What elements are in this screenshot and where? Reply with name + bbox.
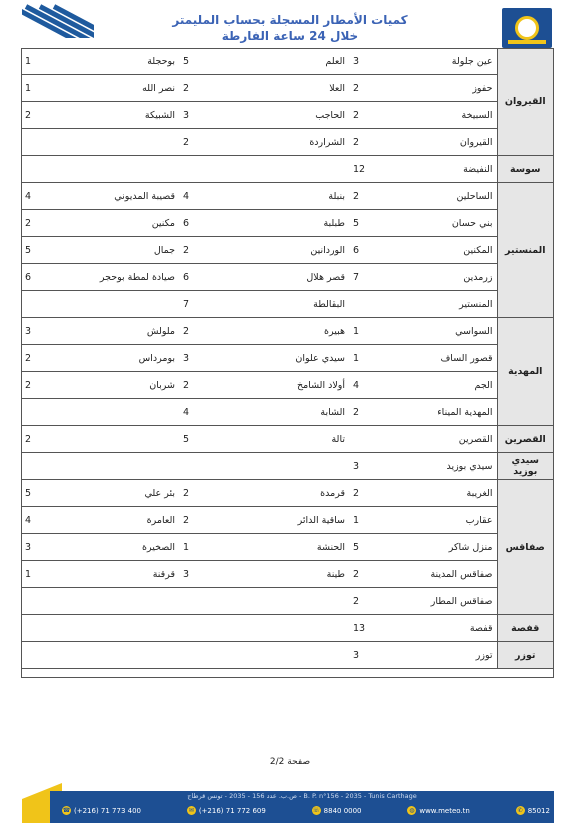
station-value — [21, 291, 55, 318]
region-label: توزر — [497, 642, 553, 669]
station-name — [55, 615, 179, 642]
table-row — [21, 507, 553, 534]
region-label: القصرين — [497, 426, 553, 453]
station-name: طينة — [214, 561, 349, 588]
page-number: صفحة 2/2 — [269, 757, 311, 767]
mobile-icon: ☏ — [312, 807, 320, 814]
station-value: 5 — [179, 426, 214, 453]
sms-icon: ✆ — [517, 807, 523, 814]
table-row — [21, 102, 553, 129]
station-value: 5 — [179, 48, 214, 75]
table-row — [21, 156, 553, 183]
station-name: هبيرة — [214, 318, 349, 345]
station-value: 2 — [349, 129, 371, 156]
phone-icon: ☎ — [62, 807, 71, 814]
globe-icon: ◍ — [409, 807, 415, 814]
table-row — [21, 480, 553, 507]
station-name: حفوز — [371, 75, 497, 102]
station-value: 1 — [349, 507, 371, 534]
station-name: السبيخة — [371, 102, 497, 129]
station-value: 2 — [349, 588, 371, 615]
station-value: 2 — [349, 480, 371, 507]
station-value: 1 — [21, 48, 55, 75]
station-value: 2 — [179, 129, 214, 156]
station-value: 5 — [21, 480, 55, 507]
station-value: 2 — [179, 318, 214, 345]
station-value: 7 — [349, 264, 371, 291]
station-name: الساحلين — [371, 183, 497, 210]
station-name — [55, 399, 179, 426]
region-label: صفاقس — [497, 480, 553, 615]
station-value: 3 — [179, 102, 214, 129]
station-value: 7 — [179, 291, 214, 318]
station-value: 5 — [349, 210, 371, 237]
table-row — [21, 129, 553, 156]
station-value: 2 — [21, 372, 55, 399]
station-name: الشراردة — [214, 129, 349, 156]
station-value: 2 — [349, 183, 371, 210]
station-name: صفاقس المطار — [371, 588, 497, 615]
station-name: قفصة — [371, 615, 497, 642]
table-row — [21, 561, 553, 588]
station-name — [55, 129, 179, 156]
table-row — [21, 426, 553, 453]
station-value: 6 — [349, 237, 371, 264]
sun-icon — [515, 16, 539, 40]
station-value — [179, 615, 214, 642]
station-value: 6 — [179, 210, 214, 237]
station-value — [21, 588, 55, 615]
table-row — [21, 183, 553, 210]
station-value: 12 — [349, 156, 371, 183]
station-name — [55, 453, 179, 480]
station-name: بوحجلة — [55, 48, 179, 75]
station-value — [179, 156, 214, 183]
station-name: الحاجب — [214, 102, 349, 129]
station-name: عقارب — [371, 507, 497, 534]
station-name: السواسي — [371, 318, 497, 345]
station-value: 2 — [21, 102, 55, 129]
table-row — [21, 642, 553, 669]
station-value — [349, 291, 371, 318]
station-name: بومرداس — [55, 345, 179, 372]
station-name: صفاقس المدينة — [371, 561, 497, 588]
station-value: 4 — [21, 183, 55, 210]
station-value — [179, 588, 214, 615]
footer-phone1: ☎ (+216) 71 773 400 — [62, 806, 141, 815]
station-name: الشبيكة — [55, 102, 179, 129]
station-value: 3 — [21, 318, 55, 345]
station-value: 3 — [349, 642, 371, 669]
station-value: 1 — [349, 345, 371, 372]
station-value: 2 — [349, 75, 371, 102]
station-name: الشابة — [214, 399, 349, 426]
table-row — [21, 237, 553, 264]
region-label: قفصة — [497, 615, 553, 642]
station-name: بنبلة — [214, 183, 349, 210]
station-name: الوردانين — [214, 237, 349, 264]
station-name: البقالطة — [214, 291, 349, 318]
header-stripes-decoration — [22, 4, 94, 38]
station-name: المنستير — [371, 291, 497, 318]
region-label: سوسة — [497, 156, 553, 183]
table-row — [21, 318, 553, 345]
station-name: بني حسان — [371, 210, 497, 237]
station-value — [21, 399, 55, 426]
station-name: الصخيرة — [55, 534, 179, 561]
station-name: النفيضة — [371, 156, 497, 183]
station-value: 3 — [179, 345, 214, 372]
station-name: سيدي علوان — [214, 345, 349, 372]
station-value: 4 — [179, 183, 214, 210]
footer-sms: ✆ 85012 — [517, 806, 550, 815]
station-value: 1 — [21, 561, 55, 588]
station-value — [21, 129, 55, 156]
station-value: 2 — [21, 426, 55, 453]
station-name: نصر الله — [55, 75, 179, 102]
station-name: عين جلولة — [371, 48, 497, 75]
station-value: 2 — [179, 237, 214, 264]
station-name: المكنين — [371, 237, 497, 264]
station-name: مكنين — [55, 210, 179, 237]
station-name: العامرة — [55, 507, 179, 534]
table-row — [21, 399, 553, 426]
station-value: 4 — [21, 507, 55, 534]
station-value: 5 — [21, 237, 55, 264]
station-value: 4 — [349, 372, 371, 399]
region-label: سيدي بوزيد — [497, 453, 553, 480]
station-name: المهدية الميناء — [371, 399, 497, 426]
station-name: قرقنة — [55, 561, 179, 588]
station-value — [21, 615, 55, 642]
station-value: 6 — [21, 264, 55, 291]
station-name — [214, 453, 349, 480]
station-name: تالة — [214, 426, 349, 453]
footer-phone3: ☏ 8840 0000 — [312, 806, 362, 815]
table-row — [21, 615, 553, 642]
station-name: ساقية الدائر — [214, 507, 349, 534]
station-name: منزل شاكر — [371, 534, 497, 561]
table-row — [21, 210, 553, 237]
station-value — [21, 453, 55, 480]
region-label: المنستير — [497, 183, 553, 318]
station-name: زرمدين — [371, 264, 497, 291]
station-name: بئر علي — [55, 480, 179, 507]
station-name — [55, 588, 179, 615]
station-value — [21, 642, 55, 669]
station-name: شربان — [55, 372, 179, 399]
station-name: قصيبة المديوني — [55, 183, 179, 210]
table-row — [21, 534, 553, 561]
station-value — [21, 156, 55, 183]
station-name — [214, 642, 349, 669]
station-value: 2 — [179, 372, 214, 399]
station-name: قصور الساف — [371, 345, 497, 372]
station-value: 3 — [349, 48, 371, 75]
footer-website[interactable]: ◍ www.meteo.tn — [409, 806, 470, 815]
station-name: ملولش — [55, 318, 179, 345]
station-value: 1 — [349, 318, 371, 345]
table-row — [21, 372, 553, 399]
station-value — [179, 642, 214, 669]
station-name: العلا — [214, 75, 349, 102]
station-value: 2 — [179, 75, 214, 102]
station-value: 4 — [179, 399, 214, 426]
station-value: 13 — [349, 615, 371, 642]
table-row — [21, 345, 553, 372]
table-row — [21, 264, 553, 291]
station-value: 2 — [179, 507, 214, 534]
station-name: جمال — [55, 237, 179, 264]
rainfall-table — [21, 48, 553, 669]
station-value: 2 — [21, 210, 55, 237]
station-value: 2 — [349, 399, 371, 426]
table-row — [21, 453, 553, 480]
station-value: 1 — [21, 75, 55, 102]
station-value: 2 — [349, 561, 371, 588]
region-label: القيروان — [497, 48, 553, 156]
station-value — [179, 453, 214, 480]
table-row — [21, 588, 553, 615]
station-name — [214, 588, 349, 615]
station-name: الحنشة — [214, 534, 349, 561]
footer-bar — [22, 783, 554, 823]
station-name: الجم — [371, 372, 497, 399]
footer-address: B. P. n°156 - 2035 - Tunis Carthage - ص.ب. عدد 156 - 2035 - تونس قرطاج — [187, 792, 417, 800]
page-subtitle: خلال 24 ساعة الفارطة — [221, 29, 359, 43]
footer-phone2: ✉ (+216) 71 772 609 — [188, 806, 266, 815]
station-name: القصرين — [371, 426, 497, 453]
station-value: 2 — [349, 102, 371, 129]
station-name — [55, 291, 179, 318]
station-name: صيادة لمطة بوحجر — [55, 264, 179, 291]
page-title: كميات الأمطار المسجلة بحساب المليمتر — [172, 13, 408, 27]
station-name: قرمدة — [214, 480, 349, 507]
station-value: 3 — [349, 453, 371, 480]
station-value — [349, 426, 371, 453]
station-value: 5 — [349, 534, 371, 561]
station-name — [214, 156, 349, 183]
fax-icon: ✉ — [188, 807, 194, 814]
station-name: أولاد الشامخ — [214, 372, 349, 399]
station-name — [55, 642, 179, 669]
station-name — [214, 615, 349, 642]
station-name — [55, 426, 179, 453]
station-name: الغريبة — [371, 480, 497, 507]
region-label: المهدية — [497, 318, 553, 426]
station-name: العلم — [214, 48, 349, 75]
station-value: 2 — [21, 345, 55, 372]
station-name — [55, 156, 179, 183]
station-value: 3 — [21, 534, 55, 561]
station-value: 2 — [179, 480, 214, 507]
station-name: قصر هلال — [214, 264, 349, 291]
table-row — [21, 75, 553, 102]
station-name: سيدي بوزيد — [371, 453, 497, 480]
station-value: 6 — [179, 264, 214, 291]
table-row — [21, 291, 553, 318]
table-row — [21, 48, 553, 75]
meteo-logo — [502, 8, 552, 48]
station-name: طبلبة — [214, 210, 349, 237]
station-value: 1 — [179, 534, 214, 561]
station-name: توزر — [371, 642, 497, 669]
station-value: 3 — [179, 561, 214, 588]
station-name: القيروان — [371, 129, 497, 156]
